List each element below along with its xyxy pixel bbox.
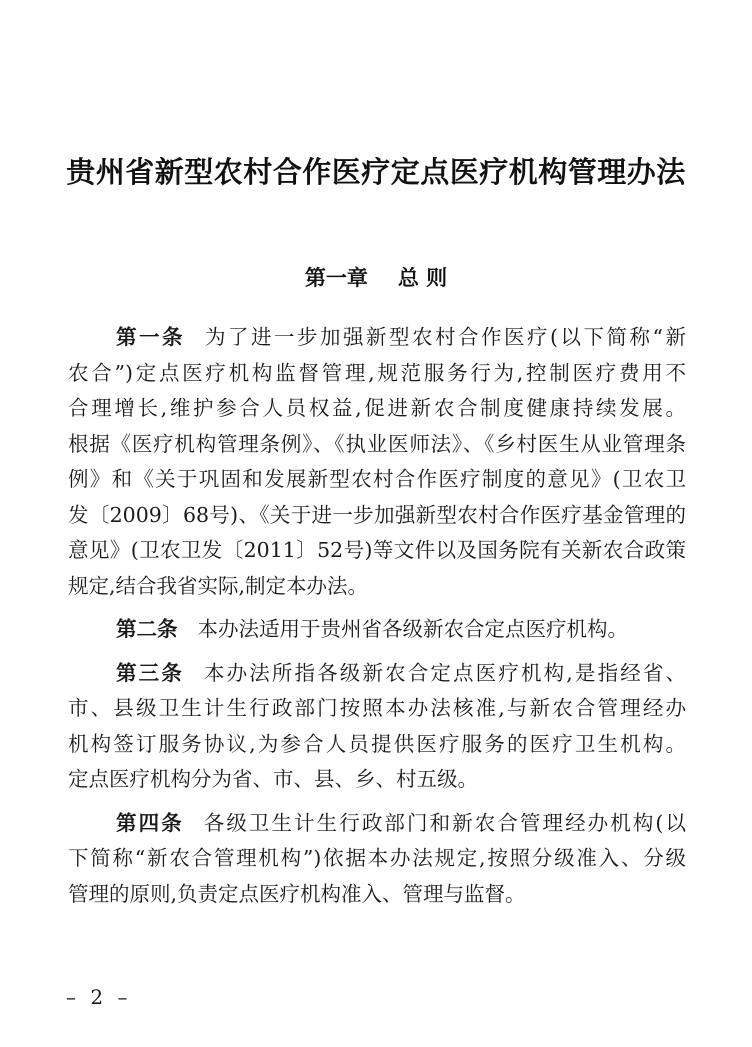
article-3 bbox=[68, 656, 686, 798]
article-line: 下简称“新农合管理机构”)依据本办法规定,按照分级准入、分级 bbox=[68, 846, 686, 870]
article-line: 市、县级卫生计生行政部门按照本办法核准,与新农合管理经办 bbox=[68, 696, 686, 720]
article-2 bbox=[68, 612, 686, 648]
article-line: 根据《医疗机构管理条例》、《执业医师法》、《乡村医生从业管理条 bbox=[68, 431, 686, 456]
document-body bbox=[68, 320, 686, 920]
article-line: 管理的原则,负责定点医疗机构准入、管理与监督。 bbox=[68, 881, 526, 906]
article-line: 规定,结合我省实际,制定本办法。 bbox=[68, 573, 369, 598]
article-line: 第二条 本办法适用于贵州省各级新农合定点医疗机构。 bbox=[116, 617, 628, 641]
article-label: 第四条 bbox=[116, 810, 184, 835]
chapter-heading bbox=[0, 262, 752, 292]
article-line: 第一条 为了进一步加强新型农村合作医疗(以下简称“新 bbox=[116, 325, 687, 349]
article-line: 发〔2009〕68号)、《关于进一步加强新型农村合作医疗基金管理的 bbox=[68, 502, 686, 527]
document-title: 贵州省新型农村合作医疗定点医疗机构管理办法 bbox=[66, 155, 686, 189]
article-line: 合理增长,维护参合人员权益,促进新农合制度健康持续发展。 bbox=[68, 396, 686, 420]
article-1 bbox=[68, 320, 686, 604]
article-line: 第四条 各级卫生计生行政部门和新农合管理经办机构(以 bbox=[116, 810, 686, 835]
chapter-number: 第一章 bbox=[304, 266, 368, 290]
article-4 bbox=[68, 806, 686, 913]
article-label: 第三条 bbox=[116, 660, 184, 685]
article-line: 意见》(卫农卫发〔2011〕52号)等文件以及国务院有关新农合政策 bbox=[68, 538, 686, 562]
article-line: 例》和《关于巩固和发展新型农村合作医疗制度的意见》(卫农卫 bbox=[68, 467, 686, 491]
article-line: 机构签订服务协议,为参合人员提供医疗服务的医疗卫生机构。 bbox=[68, 731, 686, 756]
article-line: 第三条 本办法所指各级新农合定点医疗机构,是指经省、 bbox=[116, 660, 687, 685]
article-label: 第一条 bbox=[116, 325, 186, 349]
article-line: 农合”)定点医疗机构监督管理,规范服务行为,控制医疗费用不 bbox=[68, 360, 686, 385]
page-number: – 2 – bbox=[66, 985, 132, 1009]
article-line: 定点医疗机构分为省、市、县、乡、村五级。 bbox=[68, 767, 478, 791]
article-label: 第二条 bbox=[116, 617, 178, 641]
chapter-name: 总 则 bbox=[397, 266, 448, 290]
